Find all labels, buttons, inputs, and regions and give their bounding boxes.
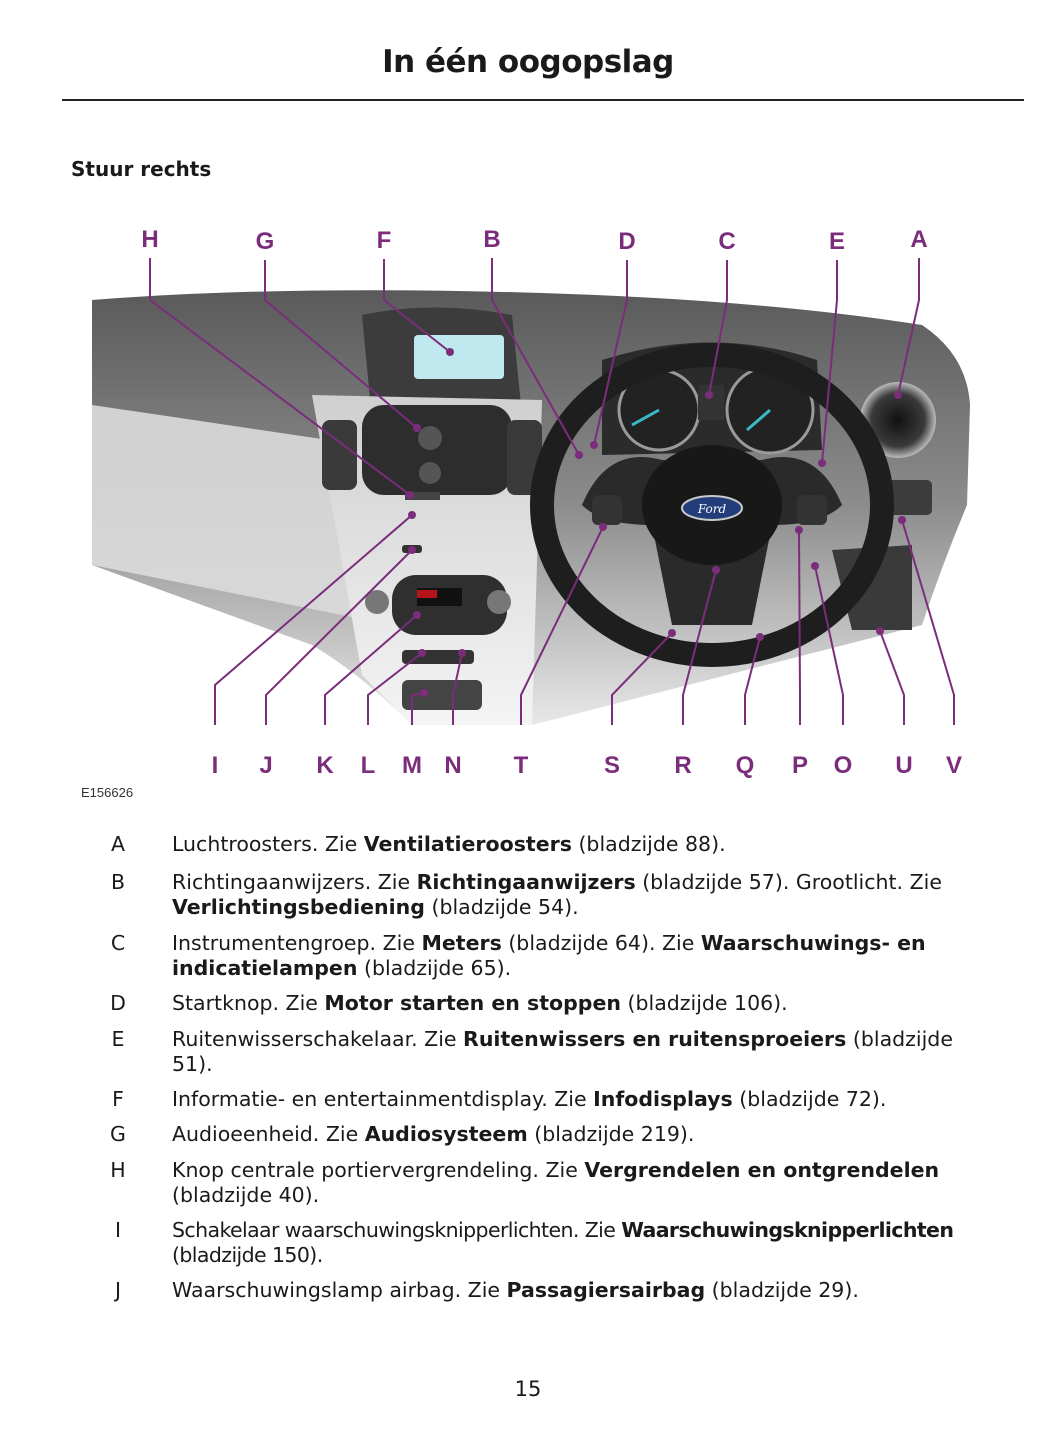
legend-letter: G bbox=[110, 1122, 126, 1146]
page-number: 15 bbox=[514, 1377, 542, 1401]
callout-H: H bbox=[141, 226, 159, 253]
callout-L: L bbox=[360, 752, 376, 779]
audio-unit bbox=[362, 405, 512, 495]
callout-O: O bbox=[833, 752, 853, 779]
legend-description: Richtingaanwijzers. Zie Richtingaanwijzers (bladzijde 57). Grootlicht. Zie Verlichtingsbediening (bladzijde 54). bbox=[172, 870, 942, 919]
callout-U: U bbox=[895, 752, 913, 779]
ford-logo: Ford bbox=[697, 502, 727, 516]
legend-link[interactable]: Waarschuwings- en bbox=[700, 931, 926, 955]
legend-description: Luchtroosters. Zie Ventilatieroosters (bladzijde 88). bbox=[172, 832, 726, 856]
callout-S: S bbox=[603, 752, 621, 779]
page-title: In één oogopslag bbox=[382, 44, 674, 80]
callout-B: B bbox=[483, 226, 501, 253]
callout-F: F bbox=[376, 227, 392, 254]
legend-link[interactable]: Audiosysteem bbox=[364, 1122, 528, 1146]
callout-M: M bbox=[402, 752, 422, 779]
callout-J: J bbox=[259, 752, 273, 779]
callout-A: A bbox=[910, 226, 928, 253]
legend-description: Startknop. Zie Motor starten en stoppen (bladzijde 106). bbox=[172, 991, 788, 1015]
legend-link[interactable]: Vergrendelen en ontgrendelen bbox=[584, 1158, 940, 1182]
legend-link[interactable]: Ventilatieroosters bbox=[363, 832, 572, 856]
callout-E: E bbox=[828, 228, 846, 255]
legend-letter: I bbox=[114, 1218, 122, 1242]
dashboard-figure bbox=[62, 205, 1024, 805]
callout-P: P bbox=[791, 752, 809, 779]
legend-description: Schakelaar waarschuwingsknipperlichten. Zie Waarschuwingsknipperlichten (bladzijde 150). bbox=[172, 1218, 954, 1267]
section-heading: Stuur rechts bbox=[71, 157, 212, 181]
callout-K: K bbox=[316, 752, 334, 779]
legend-letter: F bbox=[112, 1087, 124, 1111]
callout-V: V bbox=[945, 752, 963, 779]
title-divider bbox=[62, 99, 1024, 101]
legend-link[interactable]: Waarschuwingsknipperlichten bbox=[621, 1218, 954, 1242]
callout-C: C bbox=[718, 228, 736, 255]
legend-link[interactable]: Verlichtingsbediening bbox=[172, 895, 425, 919]
dashboard-illustration bbox=[62, 205, 1024, 805]
legend-description: Knop centrale portiervergrendeling. Zie Vergrendelen en ontgrendelen (bladzijde 40). bbox=[172, 1158, 940, 1207]
callout-I: I bbox=[211, 752, 219, 779]
legend-letter: J bbox=[114, 1278, 122, 1302]
legend-letter: H bbox=[110, 1158, 126, 1182]
legend-letter: E bbox=[111, 1027, 125, 1051]
legend-link[interactable]: Passagiersairbag bbox=[506, 1278, 706, 1302]
callout-Q: Q bbox=[735, 752, 755, 779]
legend-description: Ruitenwisserschakelaar. Zie Ruitenwissers en ruitensproeiers (bladzijde 51). bbox=[172, 1027, 953, 1076]
info-display bbox=[414, 335, 504, 379]
callout-D: D bbox=[618, 228, 636, 255]
callout-G: G bbox=[255, 228, 275, 255]
legend-letter: D bbox=[110, 991, 126, 1015]
legend-description: Waarschuwingslamp airbag. Zie Passagiersairbag (bladzijde 29). bbox=[172, 1278, 859, 1302]
legend-link[interactable]: Meters bbox=[421, 931, 502, 955]
figure-code: E156626 bbox=[81, 785, 134, 800]
legend-description: Informatie- en entertainmentdisplay. Zie Infodisplays (bladzijde 72). bbox=[172, 1087, 887, 1111]
legend-link[interactable]: Richtingaanwijzers bbox=[416, 870, 636, 894]
legend-letter: A bbox=[110, 832, 126, 856]
legend-link[interactable]: Motor starten en stoppen bbox=[324, 991, 621, 1015]
legend-letter: C bbox=[110, 931, 126, 955]
callout-R: R bbox=[674, 752, 692, 779]
legend-description: Instrumentengroep. Zie Meters (bladzijde 64). Zie Waarschuwings- en indicatielampen (bladzijde 65). bbox=[172, 931, 926, 980]
callout-T: T bbox=[513, 752, 529, 779]
legend-link[interactable]: Infodisplays bbox=[593, 1087, 733, 1111]
legend-letter: B bbox=[110, 870, 126, 894]
callout-N: N bbox=[444, 752, 462, 779]
legend-link[interactable]: Ruitenwissers en ruitensproeiers bbox=[463, 1027, 847, 1051]
legend-link[interactable]: indicatielampen bbox=[172, 956, 358, 980]
legend-description: Audioeenheid. Zie Audiosysteem (bladzijde 219). bbox=[172, 1122, 695, 1146]
